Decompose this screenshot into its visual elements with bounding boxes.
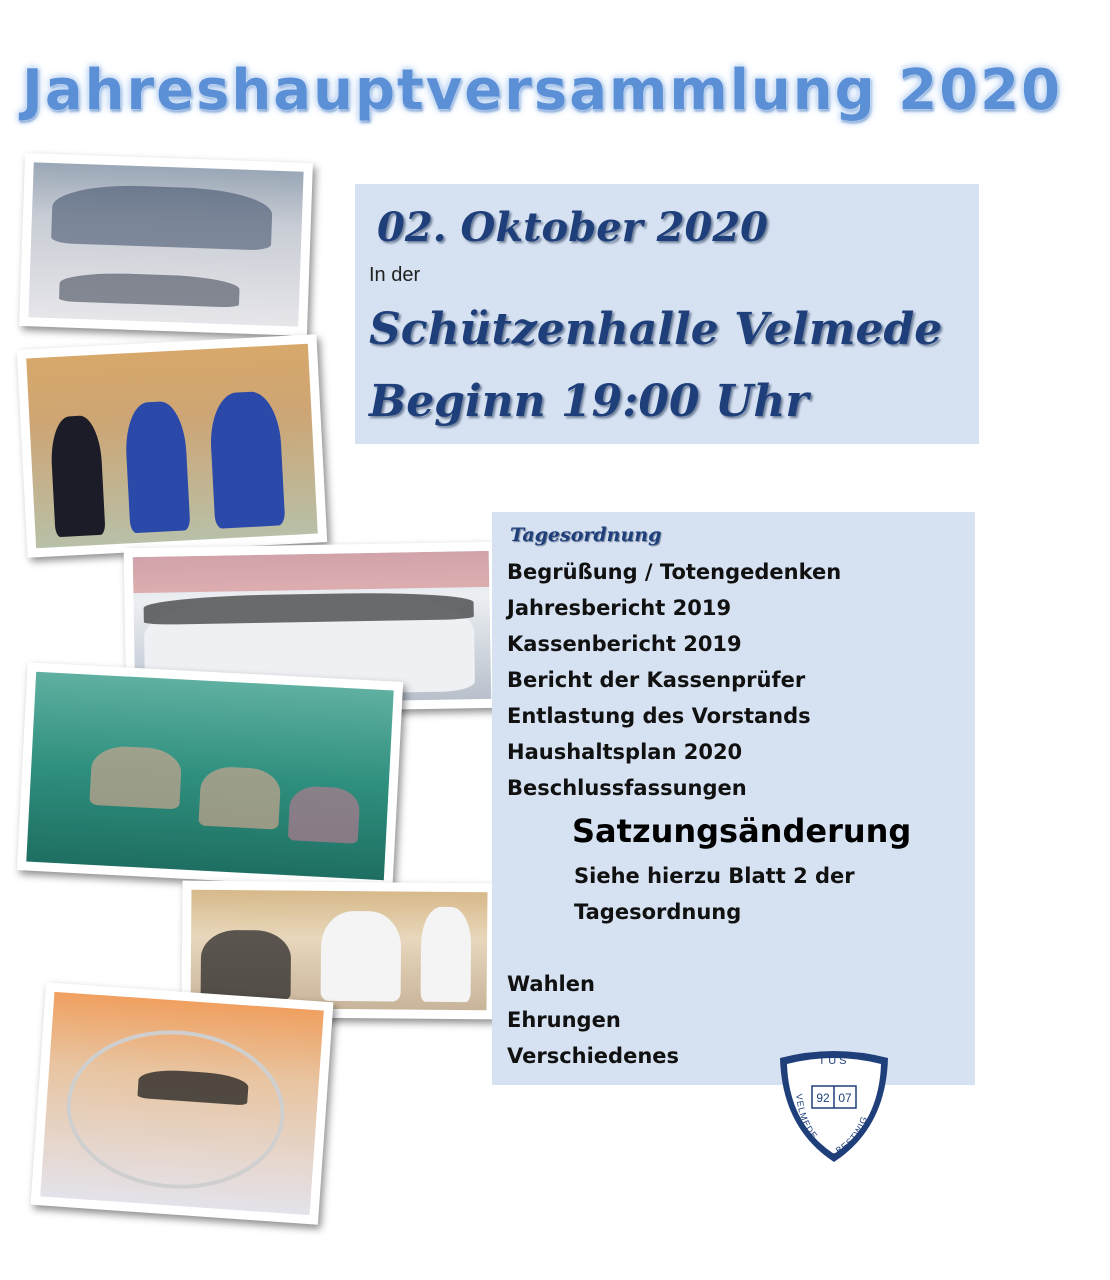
logo-right-number: 07 bbox=[838, 1091, 852, 1105]
event-in-label: In der bbox=[369, 264, 421, 286]
agenda-item: Wahlen bbox=[507, 972, 595, 996]
agenda-item: Entlastung des Vorstands bbox=[507, 704, 811, 728]
agenda-item: Ehrungen bbox=[507, 1008, 621, 1032]
amendment-note: Siehe hierzu Blatt 2 der bbox=[574, 864, 855, 888]
logo-left-number: 92 bbox=[816, 1091, 830, 1105]
wheel-gymnastics-photo bbox=[31, 982, 334, 1225]
kids-with-trophy-photo bbox=[17, 334, 327, 557]
agenda-item: Bericht der Kassenprüfer bbox=[507, 668, 806, 692]
club-shield-icon bbox=[774, 1050, 894, 1166]
agenda-item: Haushaltsplan 2020 bbox=[507, 740, 743, 764]
event-venue: Schützenhalle Velmede bbox=[369, 304, 943, 355]
agenda-item: Jahresbericht 2019 bbox=[507, 596, 732, 620]
page-title: Jahreshauptversammlung 2020 bbox=[22, 58, 1063, 123]
event-info-box bbox=[355, 184, 979, 444]
amendment-title: Satzungsänderung bbox=[572, 812, 912, 850]
logo-top-text: TUS bbox=[818, 1055, 850, 1067]
sports-hall-group-photo bbox=[19, 153, 313, 336]
agenda-item: Beschlussfassungen bbox=[507, 776, 747, 800]
agenda-item: Begrüßung / Totengedenken bbox=[507, 560, 842, 584]
logo-right-arc-text: BESTWIG bbox=[833, 1114, 870, 1156]
agenda-heading: Tagesordnung bbox=[510, 524, 662, 546]
event-date: 02. Oktober 2020 bbox=[377, 204, 768, 251]
agenda-item: Kassenbericht 2019 bbox=[507, 632, 742, 656]
underwater-swimming-photo bbox=[17, 662, 403, 889]
agenda-item: Verschiedenes bbox=[507, 1044, 680, 1068]
event-begin-time: Beginn 19:00 Uhr bbox=[369, 376, 809, 427]
agenda-box bbox=[492, 512, 975, 1085]
logo-left-arc-text: VELMEDE bbox=[793, 1093, 820, 1142]
amendment-note: Tagesordnung bbox=[574, 900, 742, 924]
club-logo bbox=[774, 1050, 894, 1166]
